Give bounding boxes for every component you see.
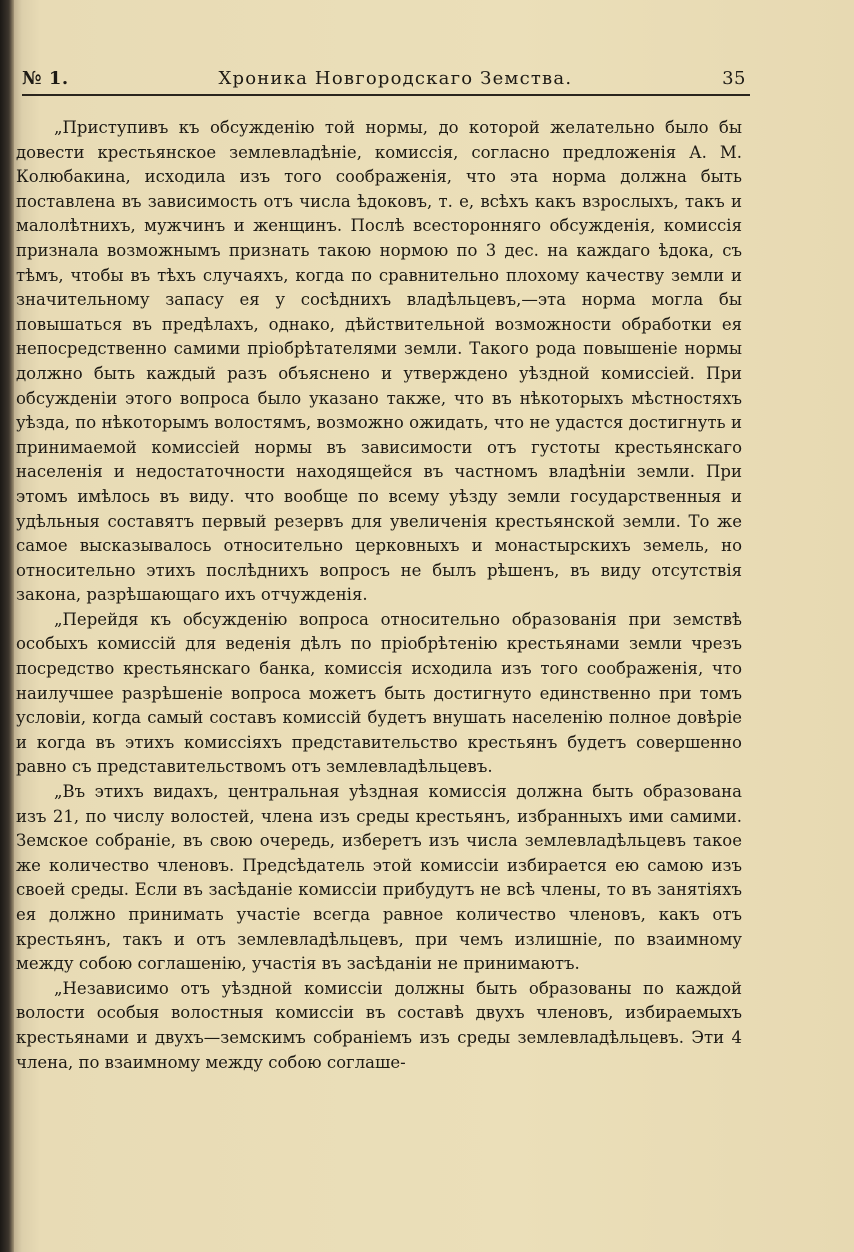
page-header (22, 68, 746, 94)
journal-title: Хроника Новгородскаго Земства. (218, 68, 573, 89)
paragraph-4: „Независимо отъ уѣздной комиссіи должны быть образованы по каждой волости особыя волостныя комиссіи въ составѣ двухъ членовъ, избираемыхъ крестьянами и двухъ—земскимъ собраніемъ изъ среды землевладѣльцевъ. Эти 4 члена, по взаимному между собою соглаше- (16, 978, 742, 1072)
book-spine-shadow (0, 0, 14, 1252)
body-text (16, 116, 742, 1075)
paragraph-1: „Приступивъ къ обсужденію той нормы, до которой желательно было бы довести крестьянское землевладѣніе, комиссія, согласно предложенія А. М. Колюбакина, исходила изъ того соображенія, что эта норма должна быть поставлена въ зависимость отъ числа ѣдоковъ, т. е, всѣхъ какъ взрослыхъ, такъ и малолѣтнихъ, мужчинъ и женщинъ. Послѣ всесторонняго обсужденія, комиссія признала возможнымъ признать такою нормою по 3 дес. на каждаго ѣдока, съ тѣмъ, чтобы въ тѣхъ случаяхъ, когда по сравнительно плохому качеству земли и значительному запасу ея у сосѣднихъ владѣльцевъ,—эта норма могла бы повышаться въ предѣлахъ, однако, дѣйствительной возможности обработки ея непосредственно самими пріобрѣтателями земли. Такого рода повышеніе нормы должно быть каждый разъ объяснено и утверждено уѣздной комиссіей. При обсужденіи этого вопроса было указано также, что въ нѣкоторыхъ мѣстностяхъ уѣзда, по нѣкоторымъ волостямъ, возможно ожидать, что не удастся достигнуть и принимаемой комиссіей нормы въ зависимости отъ густоты крестьянскаго населенія и недостаточности находящейся въ частномъ владѣніи земли. При этомъ имѣлось въ виду. что вообще по всему уѣзду земли государственныя и удѣльныя составятъ первый резервъ для увеличенія крестьянской земли. То же самое высказывалось относительно церковныхъ и монастырскихъ земель, но относительно этихъ послѣднихъ вопросъ не былъ рѣшенъ, въ виду отсутствія закона, разрѣшающаго ихъ отчужденія. (16, 118, 742, 605)
header-rule (22, 94, 750, 96)
paragraph-3: „Въ этихъ видахъ, центральная уѣздная комиссія должна быть образована изъ 21, по числу волостей, члена изъ среды крестьянъ, избранныхъ ими самими. Земское собраніе, въ свою очередь, изберетъ изъ числа землевладѣльцевъ такое же количество членовъ. Предсѣдатель этой комиссіи избирается ею самою изъ своей среды. Если въ засѣданіе комиссіи прибудутъ не всѣ члены, то въ занятіяхъ ея должно принимать участіе всегда равное количество членовъ, какъ отъ крестьянъ, такъ и отъ землевладѣльцевъ, при чемъ излишніе, по взаимному между собою соглашенію, участія въ засѣданіи не принимаютъ. (16, 782, 742, 974)
issue-number: № 1. (22, 68, 69, 89)
paragraph-2: „Перейдя къ обсужденію вопроса относительно образованія при земствѣ особыхъ комиссій для веденія дѣлъ по пріобрѣтенію крестьянами земли чрезъ посредство крестьянскаго банка, комиссія исходила изъ того соображенія, что наилучшее разрѣшеніе вопроса можетъ быть достигнуто единственно при томъ условіи, когда самый составъ комиссій будетъ внушать населенію полное довѣріе и когда въ этихъ комиссіяхъ представительство крестьянъ будетъ совершенно равно съ представительствомъ отъ землевладѣльцевъ. (16, 609, 742, 777)
page-number: 35 (722, 68, 746, 89)
